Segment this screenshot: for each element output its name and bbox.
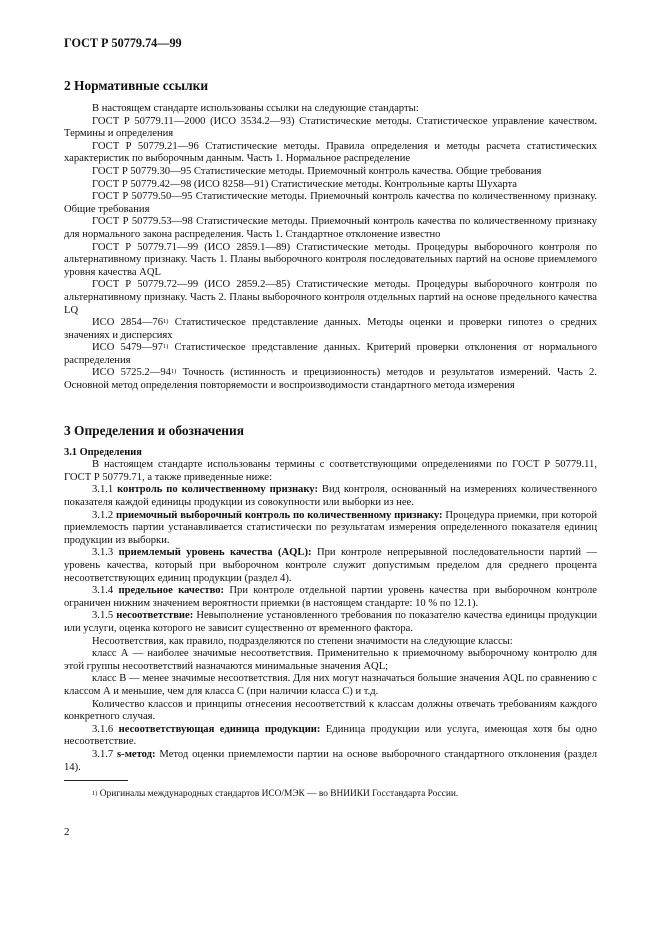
- class-b-text: класс В — менее значимые несоответствия. Для них могут назначаться большие значения AQL по сравнению с классом А и меньшие, чем для класса С (при наличии класса С) и т.д.: [64, 673, 597, 697]
- iso-reference-item: ИСО 5725.2—94$^{1)}$ Точность (истинность и прецизионность) методов и результатов измерений. Часть 2. Основной метод определения повторяемости и воспроизводимости стандартного метода измерения: [64, 367, 597, 392]
- iso-reference-item: ИСО 5479—97$^{1)}$ Статистическое представление данных. Критерий проверки отклонения от нормального распределения: [64, 342, 597, 366]
- definition-item: 3.1.4 предельное качество: При контроле отдельной партии уровень качества при выборочном контроле ограничен нижним значением вероятности приемки (в настоящем стандарте: 10 % по 12.1).: [64, 585, 597, 609]
- definition-item: 3.1.2 приемочный выборочный контроль по количественному признаку: Процедура приемки, при которой приемлемость партии устанавливается статистически по результатам измерения определенного показателя единиц продукции из выборки.: [64, 509, 597, 546]
- document-header: ГОСТ Р 50779.74—99: [64, 36, 182, 50]
- section-definitions: [64, 423, 597, 774]
- definition-item: 3.1.1 контроль по количественному признаку: Вид контроля, основанный на измерениях количественного показателя каждой единицы продукции из совокупности или выборки из нее.: [64, 484, 598, 509]
- section-2-title: 2 Нормативные ссылки: [64, 78, 209, 93]
- class-a-text: класс А — наиболее значимые несоответствия. Применительно к приемочному выборочному контролю для этой группы несоответствий назначаются минимальные значения AQL;: [64, 648, 597, 672]
- definition-item: 3.1.3 приемлемый уровень качества (AQL): При контроле непрерывной последовательности партий — уровень качества, который при выборочном контроле служит допустимым пределом для среднего процента несоответствующих единиц продукции (раздел 4).: [64, 547, 598, 584]
- page-number: 2: [64, 826, 70, 838]
- subsection-3-1-title: 3.1 Определения: [64, 446, 142, 458]
- reference-item: ГОСТ Р 50779.72—99 (ИСО 2859.2—85) Статистические методы. Процедуры выборочного контроля по альтернативному признаку. Часть 2. Планы выборочного контроля отдельных партий на основе предельного качества LQ: [64, 279, 597, 316]
- reference-item: ГОСТ Р 50779.71—99 (ИСО 2859.1—89) Статистические методы. Процедуры выборочного контроля по альтернативному признаку. Часть 1. Планы выборочного контроля последовательных партий на основе приемлемого уровня качества AQL: [64, 241, 597, 278]
- classes-note: Количество классов и принципы отнесения несоответствий к классам должны отвечать требованиям каждого конкретного случая.: [64, 698, 597, 723]
- section-3-title: 3 Определения и обозначения: [64, 422, 244, 438]
- classes-intro: Несоответствия, как правило, подразделяются по степени значимости на следующие классы:: [92, 635, 513, 647]
- reference-item: ГОСТ Р 50779.42—98 (ИСО 8258—91) Статистические методы. Контрольные карты Шухарта: [92, 178, 517, 190]
- section-3-intro: В настоящем стандарте использованы термины с соответствующими определениями по ГОСТ Р 50779.11, ГОСТ Р 50779.71, а также приведенные ниже:: [64, 459, 597, 483]
- definition-item: 3.1.7 s-метод: Метод оценки приемлемости партии на основе выборочного стандартного отклонения (раздел 14).: [64, 748, 597, 773]
- footnote: $^{1)}$ Оригиналы международных стандартов ИСО/МЭК — во ВНИИКИ Госстандарта России.: [92, 789, 459, 800]
- definition-item: 3.1.6 несоответствующая единица продукции: Единица продукции или услуга, имеющая хотя бы одно несоответствие.: [64, 723, 597, 748]
- reference-item: ГОСТ Р 50779.50—95 Статистические методы. Приемочный контроль качества по количественному признаку. Общие требования: [64, 191, 597, 215]
- footnote-divider: [64, 780, 128, 781]
- reference-item: ГОСТ Р 50779.53—98 Статистические методы. Приемочный контроль качества по количественному признаку для нормального закона распределения. Часть 1. Стандартное отклонение известно: [64, 216, 597, 240]
- document-page: [64, 36, 597, 800]
- section-2-intro: В настоящем стандарте использованы ссылки на следующие стандарты:: [92, 103, 419, 114]
- definition-item: 3.1.5 несоответствие: Невыполнение установленного требования по показателю качества единицы продукции или услуги, оценка которого не зависит существенно от временного фактора.: [64, 610, 597, 634]
- reference-item: ГОСТ Р 50779.30—95 Статистические методы. Приемочный контроль качества. Общие требования: [92, 165, 542, 177]
- reference-item: ГОСТ Р 50779.21—96 Статистические методы. Правила определения и методы расчета статистических характеристик по выборочным данным. Часть 1. Нормальное распределение: [64, 140, 597, 165]
- iso-reference-item: ИСО 2854—76$^{1)}$ Статистическое представление данных. Методы оценки и проверки гипотез о средних значениях и дисперсиях: [64, 317, 598, 341]
- section-normative-references: [64, 78, 597, 393]
- reference-item: ГОСТ Р 50779.11—2000 (ИСО 3534.2—93) Статистические методы. Статистическое управление качеством. Термины и определения: [64, 115, 597, 140]
